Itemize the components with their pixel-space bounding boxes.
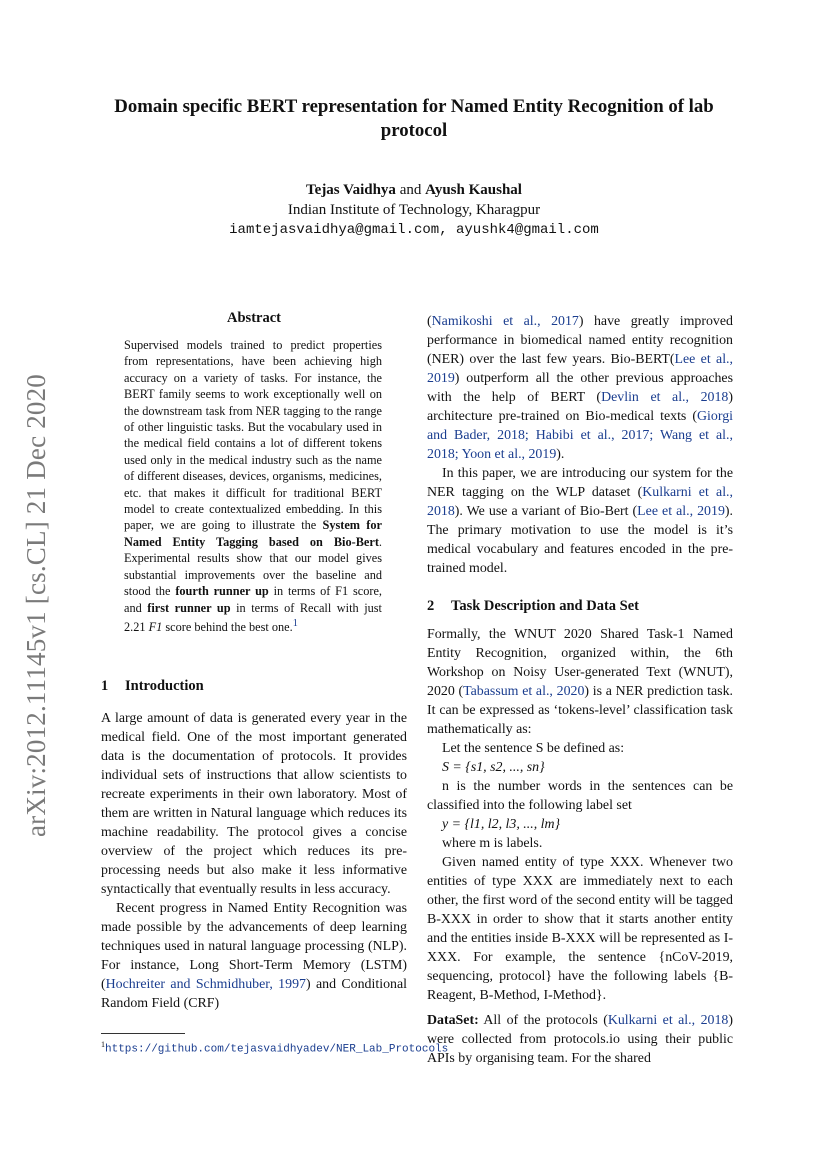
- section-heading: 1 Introduction: [101, 678, 204, 694]
- math-equation: S = {s1, s2, ..., sn}: [442, 760, 545, 775]
- math-line: where m is labels.: [442, 836, 543, 851]
- citation-link[interactable]: Lee et al., 2019: [427, 352, 733, 386]
- author-1: Tejas Vaidhya: [306, 182, 396, 198]
- footnote: $^1$https://github.com/tejasvaidhyadev/NER_Lab_Protocols: [101, 1040, 449, 1056]
- citation-link[interactable]: Kulkarni et al., 2018: [607, 1013, 729, 1028]
- citation-link[interactable]: Giorgi and Bader, 2018; Habibi et al., 2017; Wang et al., 2018; Yoon et al., 2019: [427, 409, 733, 462]
- right-column: [427, 312, 733, 1068]
- author-emails: iamtejasvaidhya@gmail.com, ayushk4@gmail.com: [229, 222, 599, 238]
- author-2: Ayush Kaushal: [425, 182, 522, 198]
- footnote-marker[interactable]: 1: [292, 617, 298, 629]
- paragraph: Recent progress in Named Entity Recognition was made possible by the advancements of deep learning techniques used in natural language processing (NLP). For instance, Long Short-Term Memory (LSTM) (Hochreiter and Schmidhuber, 1997) and Conditional Random Field (CRF): [101, 901, 407, 1011]
- abstract-body: Supervised models trained to predict properties from representations, have been achieving high accuracy on a variety of tasks. For instance, the BERT family seems to work exceptionally well on the downstream task from NER tagging to the range of other linguistic tasks. But the vocabulary used in the medical field contains a lot of different tokens used only in the medical industry such as the name of different diseases, devices, organisms, medicines, etc. that makes it difficult for traditional BERT model to create contextualized embedding. In this paper, we are going to illustrate the System for Named Entity Tagging based on Bio-Bert. Experimental results show that our model gives substantial improvements over the baseline and stood the fourth runner up in terms of F1 score, and first runner up in terms of Recall with just 2.21 F1 score behind the best one.$^1$: [124, 338, 382, 634]
- paragraph: Formally, the WNUT 2020 Shared Task-1 Named Entity Recognition, organized within, the 6th Workshop on Noisy User-generated Text (WNUT), 2020 (Tabassum et al., 2020) is a NER prediction task. It can be expressed as ‘tokens-level’ classification task mathematically as:: [427, 627, 733, 737]
- paragraph: In this paper, we are introducing our system for the NER tagging on the WLP dataset (Kulkarni et al., 2018). We use a variant of Bio-Bert (Lee et al., 2019). The primary motivation to use the model is it’s medical vocabulary and features encoded in the pre-trained model.: [427, 466, 734, 576]
- citation-link[interactable]: Hochreiter and Schmidhuber, 1997: [105, 977, 306, 992]
- abstract-heading: Abstract: [227, 310, 281, 326]
- author-line: [90, 180, 738, 200]
- paragraph: Given named entity of type XXX. Whenever two entities of type XXX are immediately next to each other, the first word of the second entity will be tagged B-XXX in order to show that it starts another entity and the entities inside B-XXX will be represented as I-XXX. For example, the sentence {nCoV-2019, sequencing, protocol} have the following labels {B-Reagent, B-Method, I-Method}.: [427, 855, 733, 1003]
- arxiv-identifier: arXiv:2012.11145v1 [cs.CL] 21 Dec 2020: [20, 373, 51, 837]
- footnote-link[interactable]: https://github.com/tejasvaidhyadev/NER_Lab_Protocols: [105, 1043, 449, 1056]
- math-line: n is the number words in the sentences can be classified into the following label set: [427, 779, 733, 813]
- section-heading: 2 Task Description and Data Set: [427, 598, 639, 614]
- math-line: Let the sentence S be defined as:: [442, 741, 625, 756]
- paragraph: (Namikoshi et al., 2017) have greatly improved performance in biomedical named entity recognition (NER) over the last few years. Bio-BERT(Lee et al., 2019) outperform all the other previous approaches with the help of BERT (Devlin et al., 2018) architecture pre-trained on Bio-medical texts (Giorgi and Bader, 2018; Habibi et al., 2017; Wang et al., 2018; Yoon et al., 2019).: [427, 314, 734, 462]
- citation-link[interactable]: Devlin et al., 2018: [601, 390, 729, 405]
- paper-title: Domain specific BERT representation for Named Entity Recognition of lab protocol: [114, 96, 714, 141]
- citation-link[interactable]: Kulkarni et al., 2018: [427, 485, 733, 519]
- affiliation: Indian Institute of Technology, Kharagpur: [287, 202, 541, 218]
- math-equation: y = {l1, l2, l3, ..., lm}: [442, 817, 561, 832]
- paragraph: DataSet: All of the protocols (Kulkarni et al., 2018) were collected from protocols.io using their public APIs by organising team. For the shared: [427, 1013, 733, 1066]
- citation-link[interactable]: Lee et al., 2019: [637, 504, 725, 519]
- introduction-section: [101, 677, 407, 1013]
- paragraph: A large amount of data is generated every year in the medical field. One of the most important generated data is the documentation of protocols. It provides individual sets of instructions that allow scientists to recreate experiments in their own laboratory. Most of them are written in Natural language which reduces its machine readability. The protocol gives a concise overview of the project which reduces its pre-processing needs but also make it less informative syntactically that eventually results in less accuracy.: [101, 711, 407, 897]
- citation-link[interactable]: Namikoshi et al., 2017: [431, 314, 579, 329]
- author-and: and: [399, 182, 422, 198]
- footnote-rule: [101, 1033, 185, 1034]
- citation-link[interactable]: Tabassum et al., 2020: [463, 684, 585, 699]
